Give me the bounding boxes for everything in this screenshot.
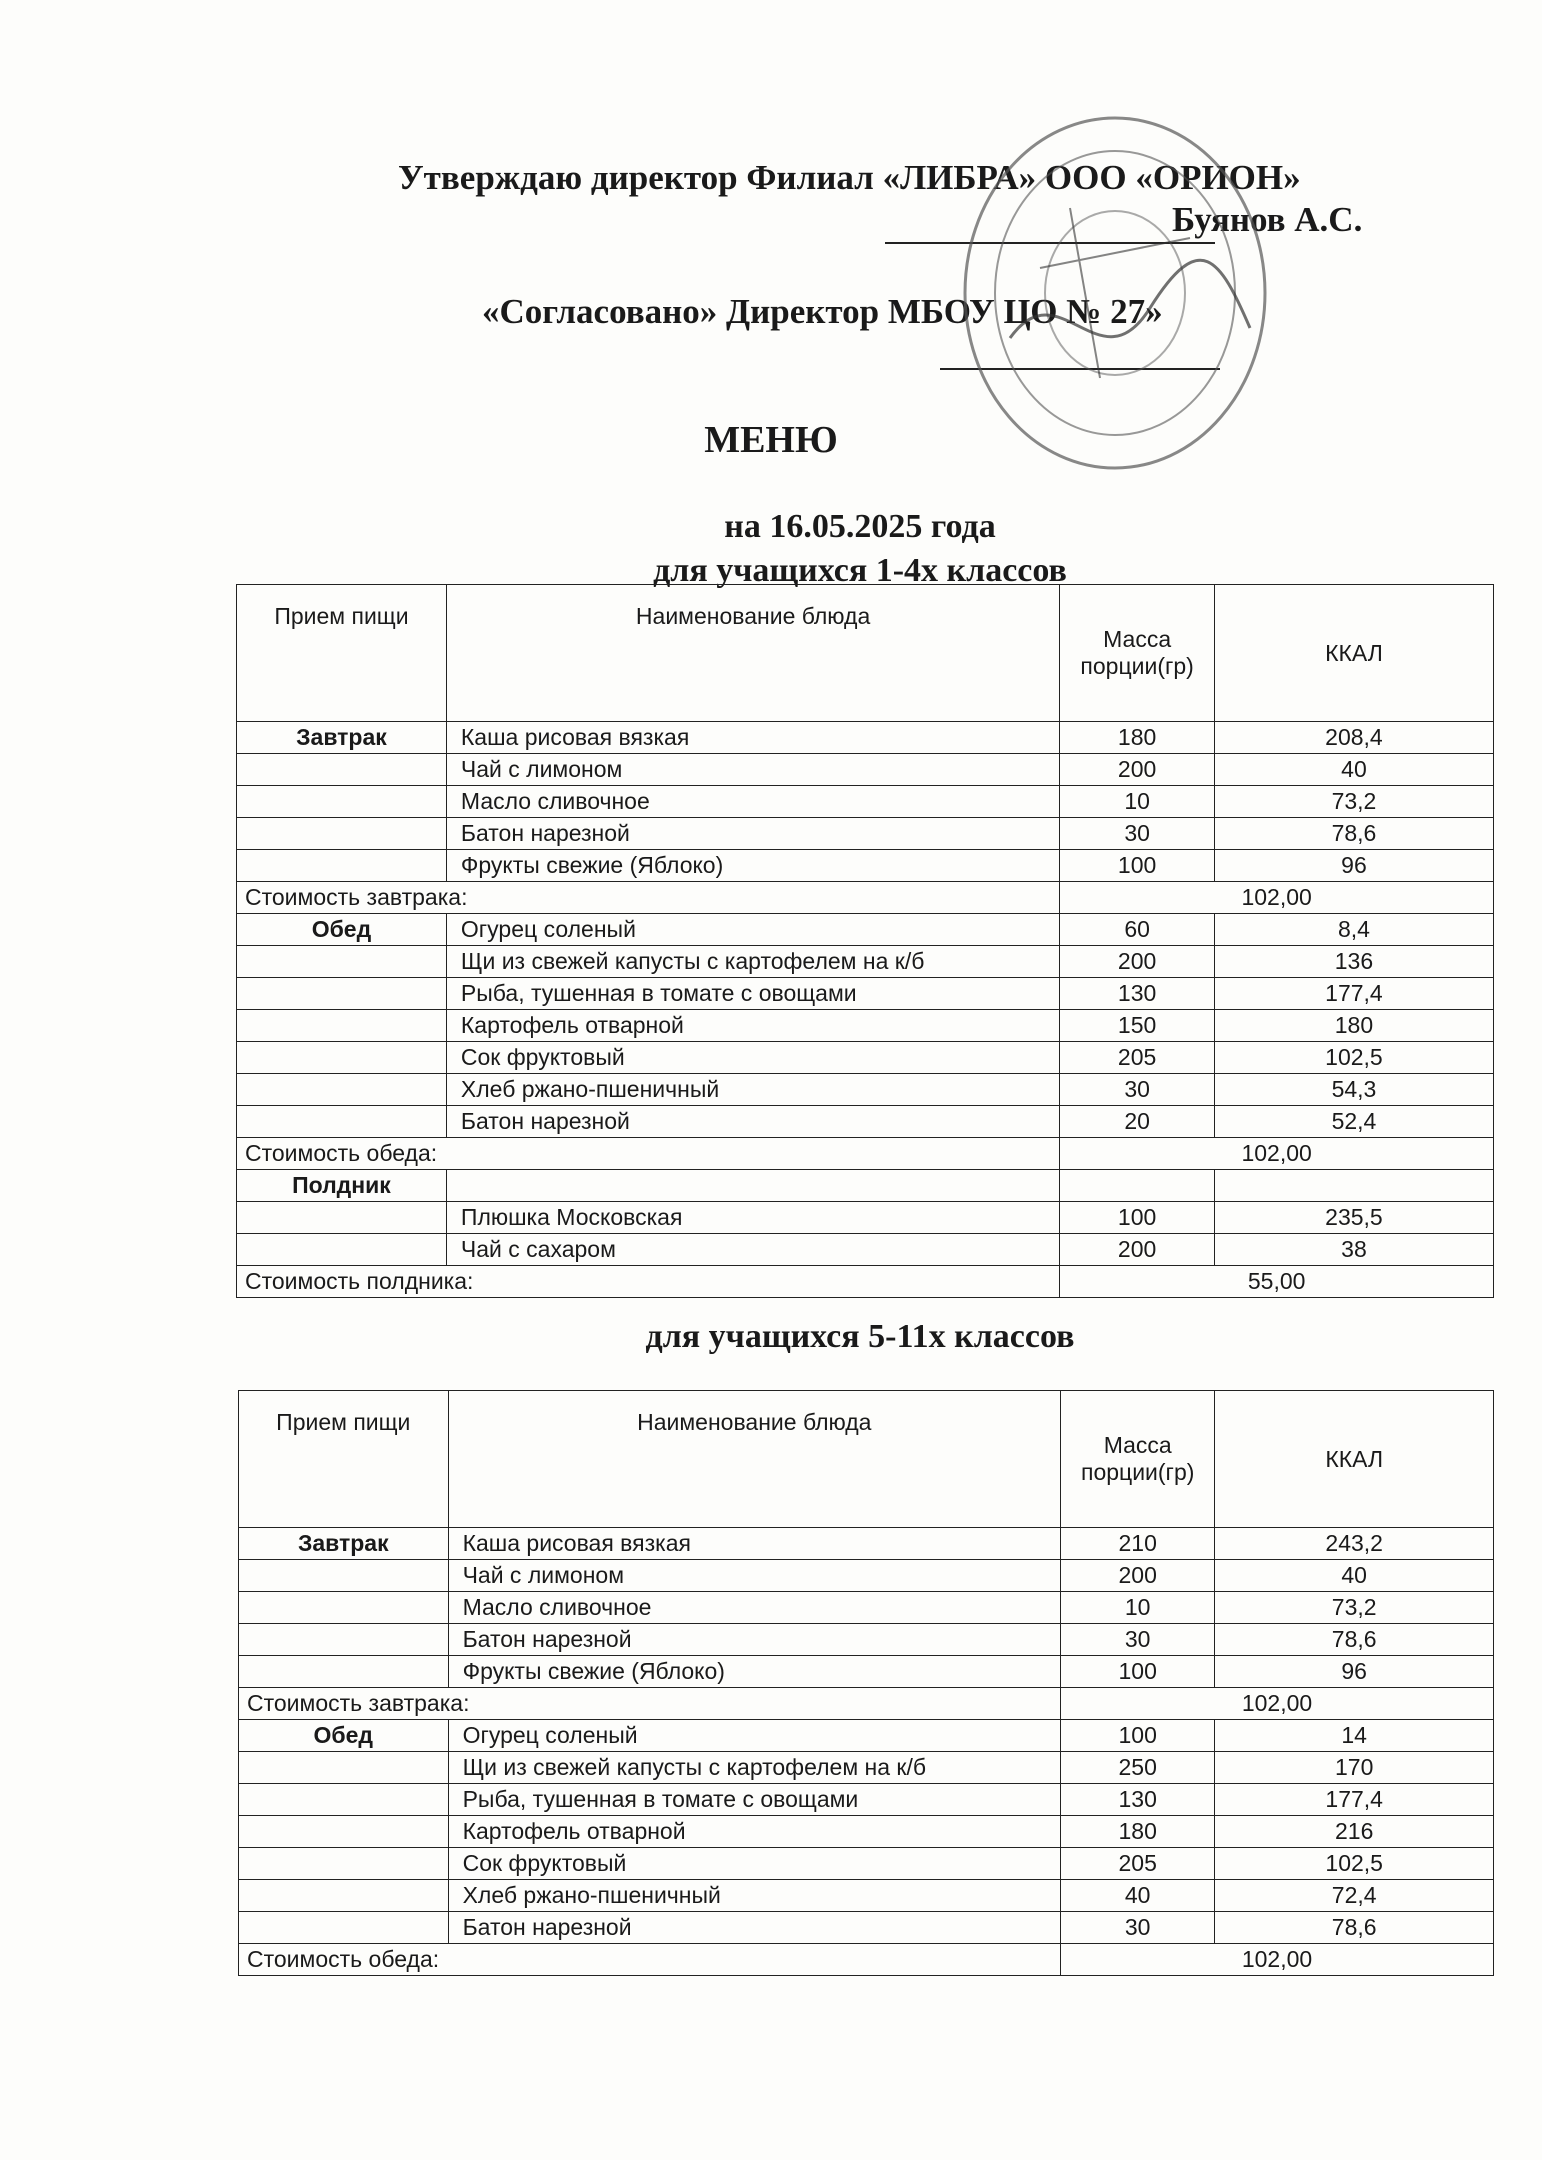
col-header-meal: Прием пищи — [239, 1391, 449, 1528]
meal-label: Обед — [239, 1720, 449, 1752]
kcal-value: 177,4 — [1215, 1784, 1494, 1816]
meal-label-row — [237, 1170, 1494, 1202]
cost-label: Стоимость обеда: — [239, 1944, 1061, 1976]
table-row — [239, 1848, 1494, 1880]
portion-mass: 100 — [1061, 1720, 1215, 1752]
col-header-kcal: ККАЛ — [1214, 585, 1493, 722]
portion-mass: 200 — [1060, 946, 1215, 978]
col-header-kcal: ККАЛ — [1215, 1391, 1494, 1528]
table-row — [237, 722, 1494, 754]
dish-name: Сок фруктовый — [446, 1042, 1059, 1074]
table-row — [239, 1880, 1494, 1912]
table-row — [239, 1592, 1494, 1624]
table-row — [237, 1074, 1494, 1106]
kcal-value: 40 — [1215, 1560, 1494, 1592]
kcal-value: 40 — [1214, 754, 1493, 786]
col-header-mass — [1060, 585, 1215, 722]
portion-mass: 130 — [1061, 1784, 1215, 1816]
col-header-mass-line2: порции(гр) — [1080, 1459, 1195, 1485]
cost-row — [237, 882, 1494, 914]
kcal-value: 102,5 — [1215, 1848, 1494, 1880]
table-row — [237, 818, 1494, 850]
cost-value: 55,00 — [1060, 1266, 1494, 1298]
table-row — [237, 1202, 1494, 1234]
table-header-row — [239, 1391, 1494, 1528]
dish-name: Щи из свежей капусты с картофелем на к/б — [446, 946, 1059, 978]
portion-mass: 30 — [1061, 1624, 1215, 1656]
portion-mass: 100 — [1061, 1656, 1215, 1688]
table-row — [237, 978, 1494, 1010]
signature-line — [940, 368, 1220, 370]
portion-mass: 180 — [1061, 1816, 1215, 1848]
kcal-value: 78,6 — [1214, 818, 1493, 850]
dish-name: Масло сливочное — [446, 786, 1059, 818]
col-header-mass-line1: Масса — [1103, 626, 1172, 652]
dish-name: Чай с лимоном — [448, 1560, 1060, 1592]
cost-row — [239, 1688, 1494, 1720]
kcal-value: 78,6 — [1215, 1912, 1494, 1944]
meal-label: Завтрак — [239, 1528, 449, 1560]
table-row — [237, 850, 1494, 882]
cost-value: 102,00 — [1060, 1138, 1494, 1170]
dish-name: Огурец соленый — [448, 1720, 1060, 1752]
col-header-mass-line2: порции(гр) — [1080, 653, 1194, 679]
menu-table-primary — [236, 584, 1494, 1298]
dish-name: Батон нарезной — [448, 1624, 1060, 1656]
cost-row — [237, 1138, 1494, 1170]
portion-mass: 200 — [1061, 1560, 1215, 1592]
table-row — [237, 1042, 1494, 1074]
dish-name: Рыба, тушенная в томате с овощами — [448, 1784, 1060, 1816]
kcal-value: 243,2 — [1215, 1528, 1494, 1560]
kcal-value: 52,4 — [1214, 1106, 1493, 1138]
portion-mass: 30 — [1060, 1074, 1215, 1106]
table-row — [239, 1912, 1494, 1944]
dish-name: Фрукты свежие (Яблоко) — [448, 1656, 1060, 1688]
portion-mass: 205 — [1061, 1848, 1215, 1880]
table-row — [239, 1752, 1494, 1784]
menu-table-secondary — [238, 1390, 1494, 1976]
approval-line: Утверждаю директор Филиал «ЛИБРА» ООО «ОРИОН» — [398, 158, 1301, 197]
kcal-value: 72,4 — [1215, 1880, 1494, 1912]
kcal-value: 78,6 — [1215, 1624, 1494, 1656]
table-row — [237, 1234, 1494, 1266]
table-row — [239, 1528, 1494, 1560]
kcal-value: 235,5 — [1214, 1202, 1493, 1234]
col-header-dish: Наименование блюда — [446, 585, 1059, 722]
kcal-value: 216 — [1215, 1816, 1494, 1848]
dish-name: Щи из свежей капусты с картофелем на к/б — [448, 1752, 1060, 1784]
col-header-dish: Наименование блюда — [448, 1391, 1060, 1528]
table-row — [237, 1010, 1494, 1042]
kcal-value: 136 — [1214, 946, 1493, 978]
col-header-mass-line1: Масса — [1103, 1432, 1172, 1458]
menu-date: на 16.05.2025 года — [724, 508, 996, 545]
kcal-value: 8,4 — [1214, 914, 1493, 946]
dish-name: Батон нарезной — [446, 1106, 1059, 1138]
dish-name: Масло сливочное — [448, 1592, 1060, 1624]
portion-mass: 20 — [1060, 1106, 1215, 1138]
cost-label: Стоимость полдника: — [237, 1266, 1060, 1298]
kcal-value: 96 — [1214, 850, 1493, 882]
portion-mass: 200 — [1060, 754, 1215, 786]
kcal-value: 208,4 — [1214, 722, 1493, 754]
dish-name: Фрукты свежие (Яблоко) — [446, 850, 1059, 882]
cost-label: Стоимость завтрака: — [237, 882, 1060, 914]
cost-value: 102,00 — [1060, 882, 1494, 914]
table-row — [237, 946, 1494, 978]
table-row — [239, 1816, 1494, 1848]
col-header-meal: Прием пищи — [237, 585, 447, 722]
table-row — [237, 754, 1494, 786]
table-row — [239, 1624, 1494, 1656]
cost-row — [237, 1266, 1494, 1298]
dish-name: Сок фруктовый — [448, 1848, 1060, 1880]
portion-mass: 130 — [1060, 978, 1215, 1010]
cost-label: Стоимость завтрака: — [239, 1688, 1061, 1720]
dish-name: Картофель отварной — [448, 1816, 1060, 1848]
kcal-value: 54,3 — [1214, 1074, 1493, 1106]
signature-line — [885, 242, 1215, 244]
dish-name: Батон нарезной — [448, 1912, 1060, 1944]
menu-subtitle-primary: для учащихся 1-4х классов — [653, 552, 1067, 589]
dish-name: Картофель отварной — [446, 1010, 1059, 1042]
portion-mass: 200 — [1060, 1234, 1215, 1266]
kcal-value: 170 — [1215, 1752, 1494, 1784]
table-row — [237, 786, 1494, 818]
agreed-line: «Согласовано» Директор МБОУ ЦО № 27» — [482, 292, 1163, 331]
kcal-value: 14 — [1215, 1720, 1494, 1752]
portion-mass: 40 — [1061, 1880, 1215, 1912]
portion-mass: 30 — [1060, 818, 1215, 850]
portion-mass: 100 — [1060, 1202, 1215, 1234]
portion-mass: 210 — [1061, 1528, 1215, 1560]
kcal-value: 73,2 — [1214, 786, 1493, 818]
table-row — [239, 1656, 1494, 1688]
dish-name: Каша рисовая вязкая — [446, 722, 1059, 754]
portion-mass: 10 — [1060, 786, 1215, 818]
cost-row — [239, 1944, 1494, 1976]
dish-name: Плюшка Московская — [446, 1202, 1059, 1234]
portion-mass: 60 — [1060, 914, 1215, 946]
kcal-value: 96 — [1215, 1656, 1494, 1688]
dish-name: Огурец соленый — [446, 914, 1059, 946]
kcal-value: 102,5 — [1214, 1042, 1493, 1074]
dish-name: Чай с лимоном — [446, 754, 1059, 786]
meal-label: Обед — [237, 914, 447, 946]
approver-name: Буянов А.С. — [1172, 200, 1363, 239]
cost-value: 102,00 — [1061, 1688, 1494, 1720]
dish-name: Рыба, тушенная в томате с овощами — [446, 978, 1059, 1010]
portion-mass: 30 — [1061, 1912, 1215, 1944]
kcal-value: 177,4 — [1214, 978, 1493, 1010]
dish-name: Чай с сахаром — [446, 1234, 1059, 1266]
kcal-value: 38 — [1214, 1234, 1493, 1266]
menu-subtitle-secondary: для учащихся 5-11х классов — [645, 1318, 1075, 1355]
cost-value: 102,00 — [1061, 1944, 1494, 1976]
table-row — [237, 914, 1494, 946]
table-row — [237, 1106, 1494, 1138]
dish-name: Каша рисовая вязкая — [448, 1528, 1060, 1560]
portion-mass: 205 — [1060, 1042, 1215, 1074]
dish-name: Батон нарезной — [446, 818, 1059, 850]
kcal-value: 73,2 — [1215, 1592, 1494, 1624]
cost-label: Стоимость обеда: — [237, 1138, 1060, 1170]
table-row — [239, 1720, 1494, 1752]
meal-label: Завтрак — [237, 722, 447, 754]
portion-mass: 180 — [1060, 722, 1215, 754]
table-header-row — [237, 585, 1494, 722]
portion-mass: 250 — [1061, 1752, 1215, 1784]
portion-mass: 150 — [1060, 1010, 1215, 1042]
dish-name: Хлеб ржано-пшеничный — [448, 1880, 1060, 1912]
dish-name: Хлеб ржано-пшеничный — [446, 1074, 1059, 1106]
meal-label: Полдник — [237, 1170, 447, 1202]
table-row — [239, 1560, 1494, 1592]
kcal-value: 180 — [1214, 1010, 1493, 1042]
menu-title: МЕНЮ — [704, 419, 838, 461]
portion-mass: 100 — [1060, 850, 1215, 882]
table-row — [239, 1784, 1494, 1816]
col-header-mass — [1061, 1391, 1215, 1528]
portion-mass: 10 — [1061, 1592, 1215, 1624]
